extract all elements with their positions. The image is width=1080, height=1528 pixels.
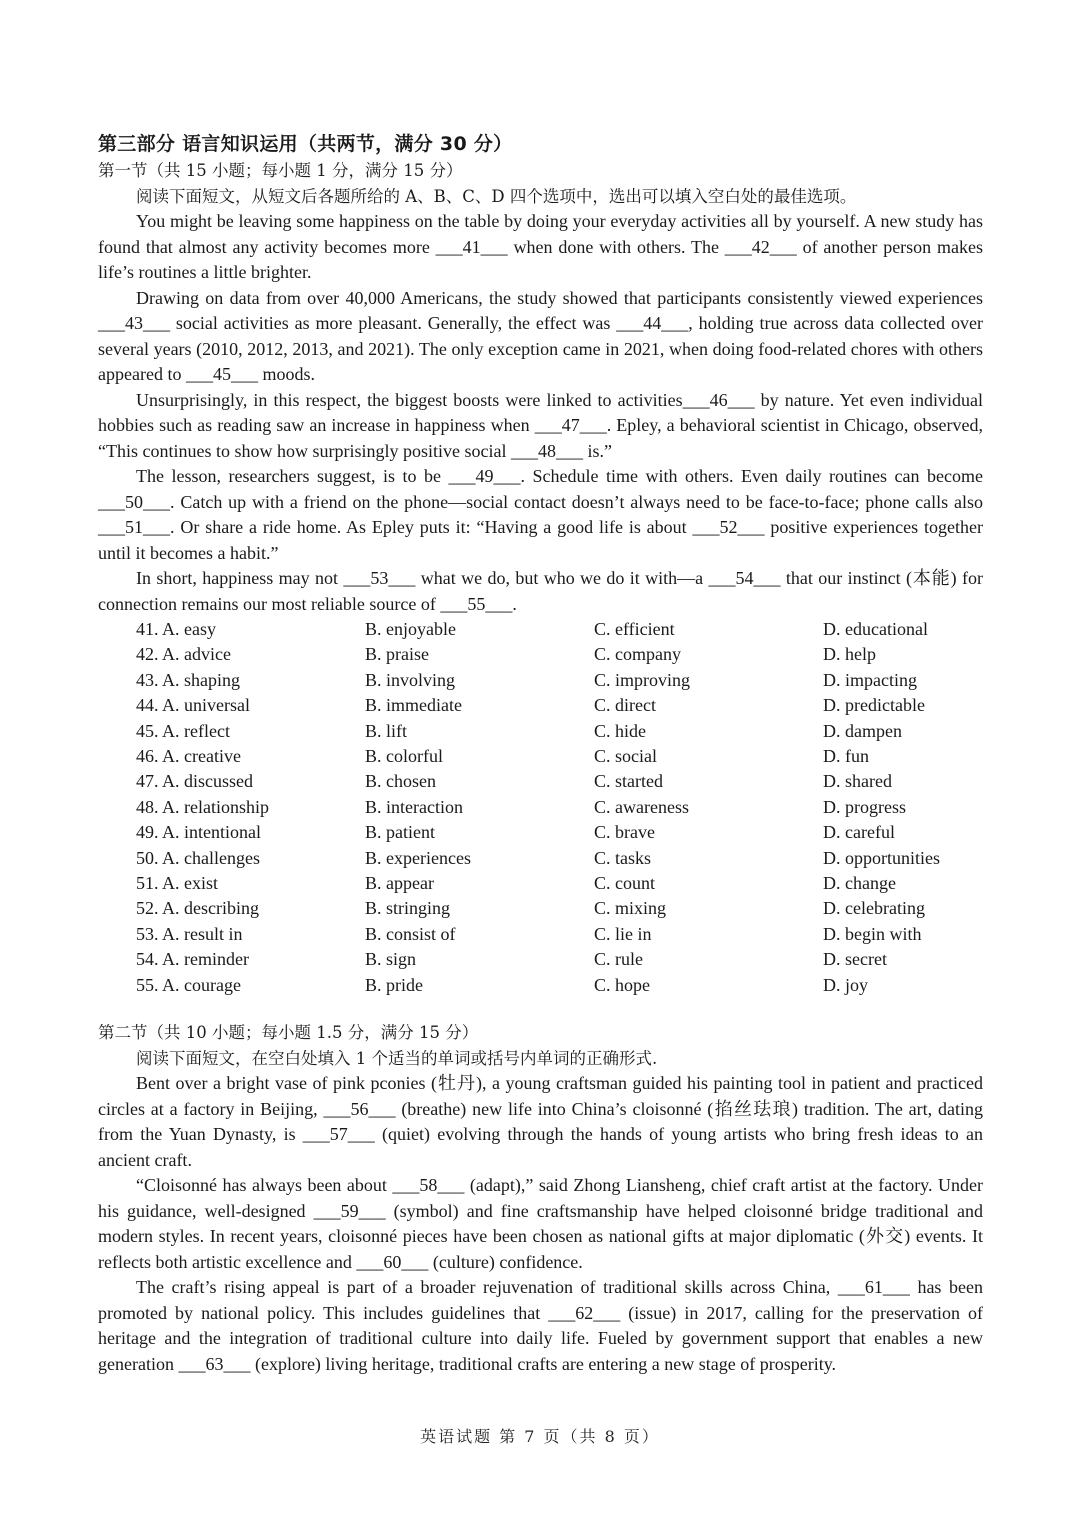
- option-a: 45. A. reflect: [136, 720, 230, 741]
- option-c: C. hide: [594, 720, 646, 741]
- option-b: B. consist of: [365, 923, 456, 944]
- option-a: 44. A. universal: [136, 695, 250, 716]
- option-d: D. help: [823, 644, 876, 665]
- option-c: C. direct: [594, 695, 656, 716]
- option-c: C. social: [594, 746, 657, 767]
- question-row: [136, 973, 983, 998]
- page-footer: 英语试题 第 7 页（共 8 页）: [420, 1427, 660, 1446]
- option-a: 50. A. challenges: [136, 847, 260, 868]
- passage1-paragraph: The lesson, researchers suggest, is to be ___49___. Schedule time with others. Even daily routines can become ___50___. Catch up with a friend on the phone—social contact doesn’t always need to be face-to-face; phone calls also ___51___. Or share a ride home. As Epley puts it: “Having a good life is about ___52___ positive experiences together until it becomes a habit.”: [98, 466, 983, 563]
- option-b: B. patient: [365, 822, 435, 843]
- option-a: 49. A. intentional: [136, 822, 261, 843]
- option-b: B. immediate: [365, 695, 462, 716]
- question-row: [136, 744, 983, 769]
- option-d: D. secret: [823, 949, 887, 970]
- question-row: [136, 896, 983, 921]
- question-row: [136, 642, 983, 667]
- option-c: C. improving: [594, 669, 691, 690]
- option-d: D. change: [823, 873, 896, 894]
- option-a: 41. A. easy: [136, 619, 216, 639]
- option-c: C. tasks: [594, 847, 652, 868]
- passage2-paragraph: The craft’s rising appeal is part of a broader rejuvenation of traditional skills across China, ___61___ has been promoted by national policy. This includes guidelines that ___62___ (issue) in 2017, calling for the preservation of heritage and the integration of traditional culture into daily life. Fueled by government support that enables a new generation ___63___ (explore) living heritage, traditional crafts are entering a new stage of prosperity.: [98, 1277, 983, 1374]
- option-c: C. started: [594, 771, 663, 792]
- option-a: 54. A. reminder: [136, 949, 249, 970]
- passage1-paragraph: You might be leaving some happiness on the table by doing your everyday activities all by yourself. A new study has found that almost any activity becomes more ___41___ when done with others. The ___42___ of another person makes life’s routines a little brighter.: [98, 211, 983, 282]
- option-c: C. hope: [594, 974, 650, 995]
- option-b: B. experiences: [365, 847, 471, 868]
- question-row: [136, 617, 983, 642]
- section1-header: 第一节（共 15 小题；每小题 1 分，满分 15 分）: [98, 161, 463, 180]
- option-b: B. lift: [365, 720, 408, 741]
- option-a: 48. A. relationship: [136, 796, 269, 817]
- option-c: C. count: [594, 873, 655, 894]
- passage2-paragraph: Bent over a bright vase of pink pconies (牡丹), a young craftsman guided his painting tool in patient and practiced circles at a factory in Beijing, ___56___ (breathe) new life into China’s cloisonné (掐丝珐琅) tradition. The art, dating from the Yuan Dynasty, is ___57___ (quiet) evolving through the hands of young artists who bring fresh ideas to an ancient craft.: [98, 1073, 983, 1170]
- option-a: 55. A. courage: [136, 974, 241, 995]
- option-a: 43. A. shaping: [136, 669, 241, 690]
- option-b: B. colorful: [365, 746, 443, 767]
- passage1-paragraph: Drawing on data from over 40,000 Americans, the study showed that participants consistently viewed experiences ___43___ social activities as more pleasant. Generally, the effect was ___44___, holding true across data collected over several years (2010, 2012, 2013, and 2021). The only exception came in 2021, when doing food-related chores with others appeared to ___45___ moods.: [98, 287, 983, 384]
- passage1-paragraph: In short, happiness may not ___53___ what we do, but who we do it with—a ___54___ that our instinct (本能) for connection remains our most reliable source of ___55___.: [98, 568, 983, 614]
- option-c: C. brave: [594, 822, 655, 843]
- part-title: 第三部分 语言知识运用（共两节，满分 30 分）: [98, 133, 513, 155]
- option-b: B. interaction: [365, 796, 463, 817]
- option-b: B. sign: [365, 949, 417, 970]
- section2-instruction: 阅读下面短文，在空白处填入 1 个适当的单词或括号内单词的正确形式.: [136, 1048, 658, 1068]
- passage2-paragraph: “Cloisonné has always been about ___58___ (adapt),” said Zhong Liansheng, chief craft artist at the factory. Under his guidance, well-designed ___59___ (symbol) and fine craftsmanship have helped cloisonné bridge traditional and modern styles. In recent years, cloisonné pieces have been chosen as national gifts at major diplomatic (外交) events. It reflects both artistic excellence and ___60___ (culture) confidence.: [98, 1175, 983, 1272]
- section1-instruction: 阅读下面短文，从短文后各题所给的 A、B、C、D 四个选项中，选出可以填入空白处的最佳选项。: [136, 186, 857, 206]
- option-a: 52. A. describing: [136, 898, 259, 919]
- option-a: 51. A. exist: [136, 873, 219, 894]
- option-c: C. awareness: [594, 796, 689, 817]
- option-b: B. praise: [365, 644, 429, 665]
- option-d: D. dampen: [823, 720, 902, 741]
- option-d: D. shared: [823, 771, 892, 792]
- option-c: C. efficient: [594, 619, 675, 639]
- question-row: [136, 871, 983, 896]
- question-row: [136, 668, 983, 693]
- option-b: B. enjoyable: [365, 619, 456, 639]
- option-a: 53. A. result in: [136, 923, 243, 944]
- option-a: 47. A. discussed: [136, 771, 253, 792]
- option-d: D. begin with: [823, 923, 922, 944]
- option-c: C. lie in: [594, 923, 652, 944]
- exam-page: [98, 130, 983, 1377]
- option-c: C. company: [594, 644, 681, 665]
- option-d: D. careful: [823, 822, 895, 843]
- section2-header: 第二节（共 10 小题；每小题 1.5 分，满分 15 分）: [98, 1023, 479, 1043]
- question-row: [136, 769, 983, 794]
- option-d: D. educational: [823, 619, 928, 639]
- option-b: B. appear: [365, 873, 434, 894]
- question-row: [136, 820, 983, 845]
- option-c: C. mixing: [594, 898, 667, 919]
- question-row: [136, 795, 983, 820]
- question-row: [136, 719, 983, 744]
- option-b: B. chosen: [365, 771, 436, 792]
- option-b: B. pride: [365, 974, 423, 995]
- option-d: D. opportunities: [823, 847, 940, 868]
- question-row: [136, 693, 983, 718]
- option-d: D. celebrating: [823, 898, 925, 919]
- option-d: D. fun: [823, 746, 869, 767]
- option-a: 42. A. advice: [136, 644, 231, 665]
- option-d: D. impacting: [823, 669, 917, 690]
- option-b: B. stringing: [365, 898, 451, 919]
- option-b: B. involving: [365, 669, 456, 690]
- passage1-paragraph: Unsurprisingly, in this respect, the biggest boosts were linked to activities___46___ by nature. Yet even individual hobbies such as reading saw an increase in happiness when ___47___. Epley, a behavioral scientist in Chicago, observed, “This continues to show how surprisingly positive social ___48___ is.”: [98, 389, 983, 461]
- option-a: 46. A. creative: [136, 746, 241, 767]
- option-d: D. progress: [823, 796, 906, 817]
- option-d: D. joy: [823, 974, 868, 995]
- option-d: D. predictable: [823, 695, 925, 716]
- options-table: [136, 617, 983, 998]
- question-row: [136, 846, 983, 871]
- question-row: [136, 947, 983, 972]
- option-c: C. rule: [594, 949, 643, 970]
- question-row: [136, 922, 983, 947]
